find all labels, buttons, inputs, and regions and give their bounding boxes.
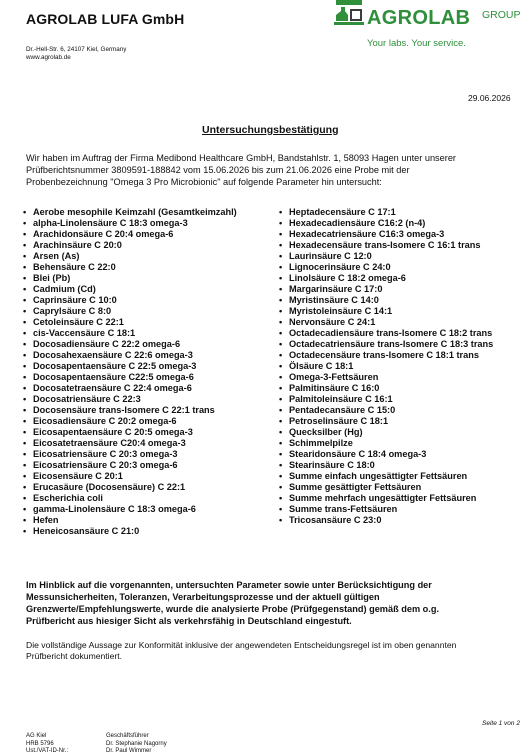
bullet-icon: • (279, 306, 283, 316)
parameter-item (23, 449, 237, 460)
parameter-label: Summe mehrfach ungesättigter Fettsäuren (289, 493, 477, 503)
parameter-item (279, 460, 493, 471)
note-line: Prüfbericht dokumentiert. (26, 651, 123, 661)
bullet-icon: • (279, 383, 283, 393)
parameter-label: Blei (Pb) (33, 273, 71, 283)
parameter-label: Quecksilber (Hg) (289, 427, 363, 437)
bullet-icon: • (23, 207, 27, 217)
company-website[interactable]: www.agrolab.de (26, 54, 71, 61)
bullet-icon: • (23, 295, 27, 305)
agrolab-flask-logo-icon (334, 0, 364, 26)
bullet-icon: • (279, 427, 283, 437)
parameter-item (23, 427, 237, 438)
parameter-label: Docosensäure trans-Isomere C 22:1 trans (33, 405, 215, 415)
parameter-label: Erucasäure (Docosensäure) C 22:1 (33, 482, 186, 492)
parameter-label: Arsen (As) (33, 251, 80, 261)
parameter-label: Docosatetraensäure C 22:4 omega-6 (33, 383, 192, 393)
bullet-icon: • (23, 240, 27, 250)
parameter-label: Eicosensäure C 20:1 (33, 471, 123, 481)
parameter-item (23, 207, 237, 218)
parameter-item (279, 229, 493, 240)
footer-line: Geschäftsführer (106, 733, 149, 739)
parameter-label: Docosadiensäure C 22:2 omega-6 (33, 339, 181, 349)
parameter-list-left (23, 207, 237, 537)
bullet-icon: • (23, 405, 27, 415)
parameter-item (279, 361, 493, 372)
parameter-item (23, 460, 237, 471)
bullet-icon: • (279, 251, 283, 261)
document-title: Untersuchungsbestätigung (202, 124, 339, 136)
parameter-item (23, 504, 237, 515)
bullet-icon: • (279, 438, 283, 448)
parameter-label: Behensäure C 22:0 (33, 262, 116, 272)
parameter-item (279, 339, 493, 350)
parameter-item (279, 328, 493, 339)
parameter-label: Octadecatriensäure trans-Isomere C 18:3 trans (289, 339, 494, 349)
parameter-label: Palmitoleinsäure C 16:1 (289, 394, 393, 404)
parameter-item (279, 284, 493, 295)
bullet-icon: • (279, 207, 283, 217)
parameter-item (279, 372, 493, 383)
parameter-label: Docosapentaensäure C22:5 omega-6 (33, 372, 194, 382)
parameter-label: Docosatriensäure C 22:3 (33, 394, 141, 404)
parameter-label: Heneicosansäure C 21:0 (33, 526, 140, 536)
conclusion-paragraph (26, 579, 526, 627)
parameter-item (279, 482, 493, 493)
bullet-icon: • (279, 460, 283, 470)
conclusion-line: Grenzwerte/Empfehlungswerte, wurde die analysierte Probe (Prüfgegenstand) gemäß dem o.g. (26, 604, 440, 614)
parameter-label: Lignocerinsäure C 24:0 (289, 262, 391, 272)
parameter-item (279, 295, 493, 306)
parameter-item (23, 240, 237, 251)
bullet-icon: • (279, 317, 283, 327)
parameter-item (279, 207, 493, 218)
parameter-label: Summe gesättigter Fettsäuren (289, 482, 422, 492)
footer-line: Dr. Paul Wimmer (106, 748, 152, 754)
bullet-icon: • (23, 394, 27, 404)
conformity-note (26, 640, 526, 662)
parameter-label: Summe einfach ungesättigter Fettsäuren (289, 471, 468, 481)
parameter-item (279, 504, 493, 515)
parameter-label: Heptadecensäure C 17:1 (289, 207, 396, 217)
parameter-label: Hefen (33, 515, 59, 525)
parameter-label: Eicosatriensäure C 20:3 omega-3 (33, 449, 178, 459)
parameter-item (279, 416, 493, 427)
bullet-icon: • (23, 229, 27, 239)
bullet-icon: • (279, 515, 283, 525)
bullet-icon: • (23, 361, 27, 371)
bullet-icon: • (279, 339, 283, 349)
bullet-icon: • (23, 515, 27, 525)
parameter-label: Stearidonsäure C 18:4 omega-3 (289, 449, 427, 459)
parameter-label: Hexadecensäure trans-Isomere C 16:1 trans (289, 240, 481, 250)
parameter-label: Docosahexaensäure C 22:6 omega-3 (33, 350, 193, 360)
parameter-label: Hexadecadiensäure C16:2 (n-4) (289, 218, 426, 228)
bullet-icon: • (23, 251, 27, 261)
parameter-label: Pentadecansäure C 15:0 (289, 405, 396, 415)
bullet-icon: • (279, 394, 283, 404)
bullet-icon: • (279, 482, 283, 492)
intro-line: Wir haben im Auftrag der Firma Medibond Healthcare GmbH, Bandstahlstr. 1, 58093 Hagen unter unserer (26, 153, 456, 163)
parameter-label: Nervonsäure C 24:1 (289, 317, 376, 327)
parameter-item (23, 493, 237, 504)
parameter-item (23, 438, 237, 449)
parameter-label: Escherichia coli (33, 493, 103, 503)
parameter-item (23, 273, 237, 284)
bullet-icon: • (23, 306, 27, 316)
intro-paragraph (26, 152, 530, 188)
bullet-icon: • (23, 427, 27, 437)
parameter-item (23, 251, 237, 262)
parameter-item (279, 306, 493, 317)
parameter-item (279, 405, 493, 416)
bullet-icon: • (279, 229, 283, 239)
parameter-label: Eicosatriensäure C 20:3 omega-6 (33, 460, 178, 470)
parameter-item (23, 229, 237, 240)
footer-registration (26, 733, 68, 756)
parameter-label: Hexadecatriensäure C16:3 omega-3 (289, 229, 445, 239)
parameter-item (23, 416, 237, 427)
bullet-icon: • (23, 339, 27, 349)
bullet-icon: • (279, 405, 283, 415)
parameter-item (23, 361, 237, 372)
parameter-item (23, 284, 237, 295)
parameter-label: Caprinsäure C 10:0 (33, 295, 117, 305)
bullet-icon: • (23, 218, 27, 228)
bullet-icon: • (279, 262, 283, 272)
document-date: 29.06.2026 (468, 93, 511, 103)
parameter-item (23, 471, 237, 482)
parameter-label: Aerobe mesophile Keimzahl (Gesamtkeimzahl) (33, 207, 237, 217)
bullet-icon: • (279, 504, 283, 514)
parameter-label: Myristinsäure C 14:0 (289, 295, 379, 305)
bullet-icon: • (23, 449, 27, 459)
logo-group-label: GROUP (482, 9, 521, 21)
footer-line: Dr. Stephanie Nagorny (106, 740, 167, 747)
company-address: Dr.-Hell-Str. 6, 24107 Kiel, Germany (26, 46, 127, 53)
parameter-item (23, 526, 237, 537)
parameter-item (279, 273, 493, 284)
logo-tagline: Your labs. Your service. (367, 38, 466, 49)
bullet-icon: • (279, 295, 283, 305)
parameter-item (23, 383, 237, 394)
bullet-icon: • (23, 372, 27, 382)
parameter-label: Stearinsäure C 18:0 (289, 460, 375, 470)
conclusion-line: Im Hinblick auf die vorgenannten, untersuchten Parameter sowie unter Berücksichtigung der (26, 580, 432, 590)
footer-line: HRB 5796 (26, 740, 54, 747)
bullet-icon: • (279, 284, 283, 294)
parameter-item (279, 262, 493, 273)
parameter-item (23, 405, 237, 416)
parameter-item (23, 328, 237, 339)
bullet-icon: • (23, 273, 27, 283)
parameter-item (279, 383, 493, 394)
bullet-icon: • (279, 328, 283, 338)
parameter-label: alpha-Linolensäure C 18:3 omega-3 (33, 218, 188, 228)
parameter-item (23, 482, 237, 493)
bullet-icon: • (23, 284, 27, 294)
parameter-item (279, 394, 493, 405)
parameter-item (279, 350, 493, 361)
bullet-icon: • (279, 372, 283, 382)
conclusion-line: Messunsicherheiten, Toleranzen, Verarbeitungsprozesse und der aktuell gültigen (26, 592, 380, 602)
parameter-label: Octadecadiensäure trans-Isomere C 18:2 trans (289, 328, 493, 338)
parameter-item (23, 262, 237, 273)
footer-line: Ust./VAT-ID-Nr.: (26, 748, 69, 754)
bullet-icon: • (23, 317, 27, 327)
parameter-label: Octadecensäure trans-Isomere C 18:1 trans (289, 350, 479, 360)
parameter-label: Docosapentaensäure C 22:5 omega-3 (33, 361, 197, 371)
parameter-label: gamma-Linolensäure C 18:3 omega-6 (33, 504, 196, 514)
intro-line: Probenbezeichnung "Omega 3 Pro Microbionic" auf folgende Parameter hin untersucht: (26, 177, 382, 187)
parameter-item (23, 317, 237, 328)
parameter-label: Palmitinsäure C 16:0 (289, 383, 380, 393)
parameter-item (23, 339, 237, 350)
bullet-icon: • (23, 262, 27, 272)
footer-line: AG Kiel (26, 733, 47, 739)
bullet-icon: • (279, 361, 283, 371)
parameter-item (23, 306, 237, 317)
bullet-icon: • (23, 438, 27, 448)
bullet-icon: • (23, 416, 27, 426)
bullet-icon: • (279, 416, 283, 426)
bullet-icon: • (23, 460, 27, 470)
bullet-icon: • (23, 493, 27, 503)
bullet-icon: • (279, 350, 283, 360)
parameter-label: Laurinsäure C 12:0 (289, 251, 372, 261)
bullet-icon: • (23, 350, 27, 360)
parameter-item (23, 394, 237, 405)
parameter-item (23, 515, 237, 526)
parameter-label: Eicosadiensäure C 20:2 omega-6 (33, 416, 177, 426)
bullet-icon: • (23, 504, 27, 514)
intro-line: Prüfberichtsnummer 3809591-188842 vom 15.06.2026 bis zum 21.06.2026 eine Probe mit der (26, 165, 410, 175)
note-line: Die vollständige Aussage zur Konformität inklusive der angewendeten Entscheidungsregel ist im oben genannten (26, 640, 457, 650)
parameter-label: Omega-3-Fettsäuren (289, 372, 379, 382)
parameter-list-right (279, 207, 493, 526)
parameter-label: Tricosansäure C 23:0 (289, 515, 382, 525)
bullet-icon: • (279, 218, 283, 228)
logo-wordmark: AGROLAB (367, 7, 471, 29)
footer-management (106, 733, 167, 756)
parameter-item (279, 438, 493, 449)
parameter-label: Cadmium (Cd) (33, 284, 96, 294)
bullet-icon: • (23, 471, 27, 481)
bullet-icon: • (279, 493, 283, 503)
parameter-label: Margarinsäure C 17:0 (289, 284, 383, 294)
parameter-label: Petroselinsäure C 18:1 (289, 416, 389, 426)
parameter-item (279, 240, 493, 251)
bullet-icon: • (279, 471, 283, 481)
parameter-item (23, 372, 237, 383)
parameter-label: Arachinsäure C 20:0 (33, 240, 122, 250)
parameter-item (23, 295, 237, 306)
bullet-icon: • (23, 526, 27, 536)
bullet-icon: • (23, 482, 27, 492)
bullet-icon: • (23, 328, 27, 338)
parameter-item (279, 493, 493, 504)
parameter-label: Linolsäure C 18:2 omega-6 (289, 273, 406, 283)
company-name: AGROLAB LUFA GmbH (26, 11, 185, 27)
parameter-item (279, 427, 493, 438)
parameter-label: Arachidonsäure C 20:4 omega-6 (33, 229, 174, 239)
parameter-item (23, 350, 237, 361)
parameter-label: Caprylsäure C 8:0 (33, 306, 112, 316)
parameter-label: Summe trans-Fettsäuren (289, 504, 398, 514)
parameter-label: Eicosatetraensäure C20:4 omega-3 (33, 438, 186, 448)
parameter-label: Schimmelpilze (289, 438, 353, 448)
bullet-icon: • (279, 273, 283, 283)
parameter-label: Ölsäure C 18:1 (289, 361, 354, 371)
parameter-label: cis-Vaccensäure C 18:1 (33, 328, 136, 338)
parameter-item (279, 471, 493, 482)
parameter-label: Cetoleinsäure C 22:1 (33, 317, 124, 327)
parameter-label: Eicosapentaensäure C 20:5 omega-3 (33, 427, 193, 437)
parameter-item (279, 251, 493, 262)
bullet-icon: • (23, 383, 27, 393)
bullet-icon: • (279, 449, 283, 459)
parameter-label: Myristoleinsäure C 14:1 (289, 306, 393, 316)
parameter-item (23, 218, 237, 229)
parameter-item (279, 515, 493, 526)
parameter-item (279, 218, 493, 229)
parameter-item (279, 449, 493, 460)
conclusion-line: Prüfbericht aus hiesiger Sicht als verkehrsfähig in Deutschland eingestuft. (26, 616, 352, 626)
bullet-icon: • (279, 240, 283, 250)
parameter-item (279, 317, 493, 328)
page-number: Seite 1 von 2 (482, 720, 520, 727)
